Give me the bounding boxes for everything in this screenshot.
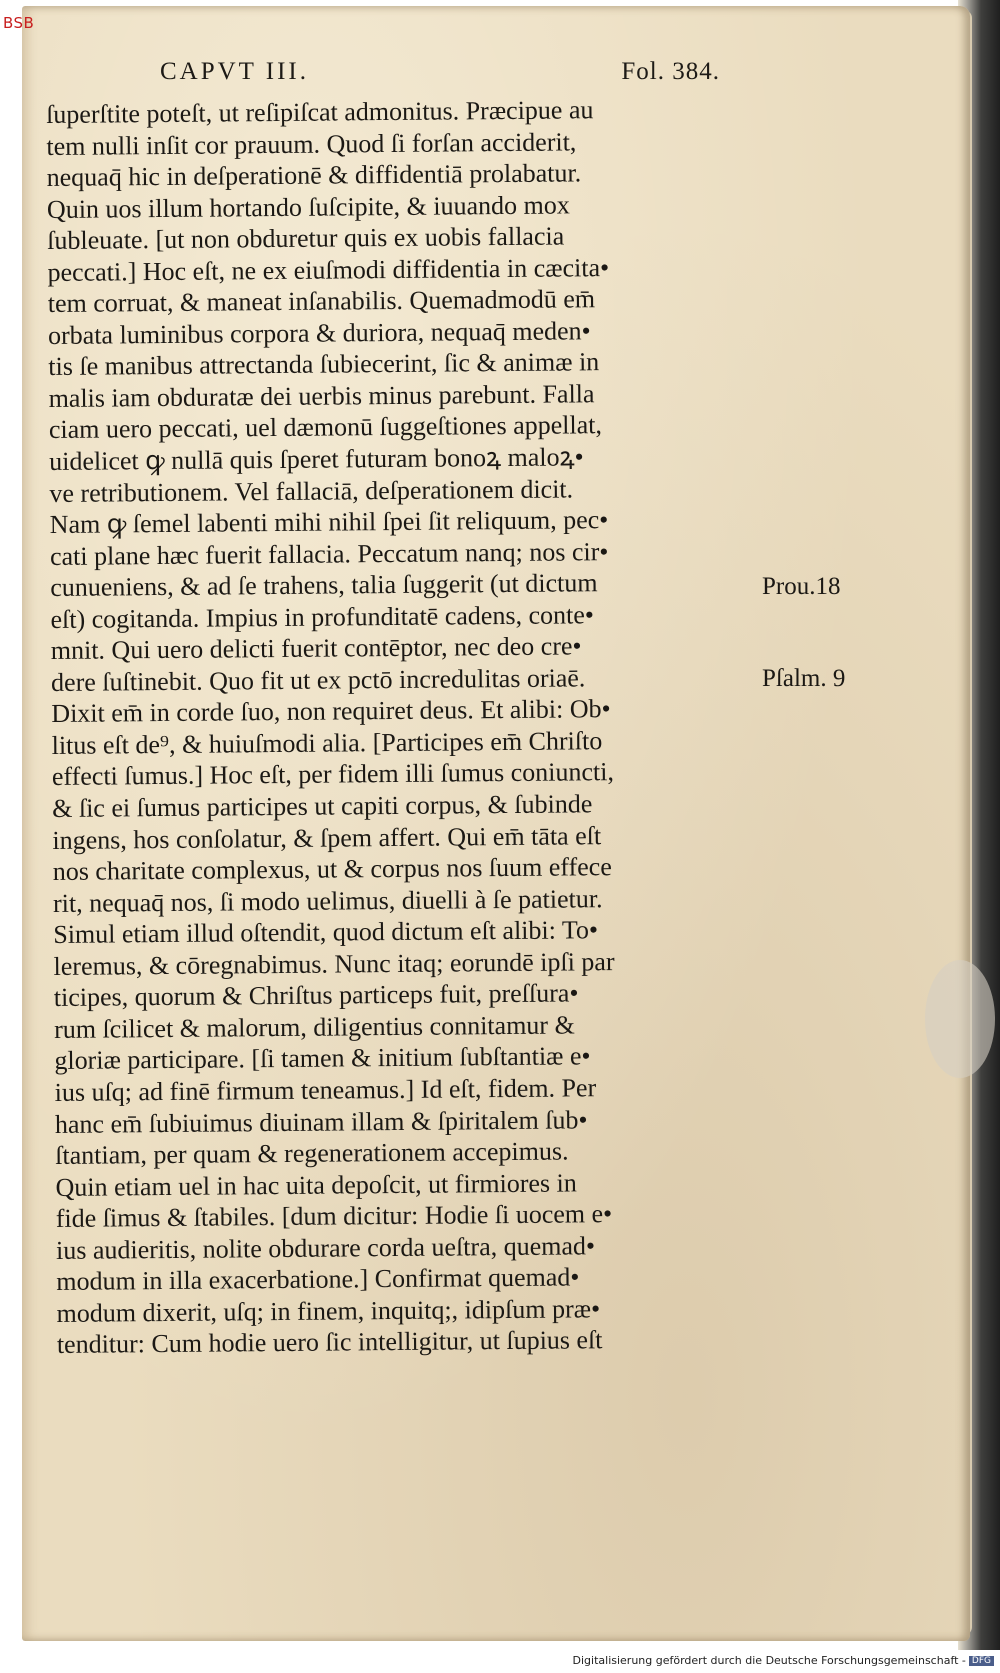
text-line: fide ſimus & ſtabiles. [dum dicitur: Hodie ſi uocem e• xyxy=(55,1199,613,1234)
text-line: gloriæ participare. [ſi tamen & initium ſubſtantiæ e• xyxy=(54,1041,591,1076)
text-line: ſubleuate. [ut non obduretur quis ex uobis fallacia xyxy=(47,221,565,256)
text-line: cunueniens, & ad ſe trahens, talia ſuggerit (ut dictum xyxy=(50,568,598,603)
text-line: mnit. Qui uero delicti fuerit contēptor, nec deo cre• xyxy=(50,631,582,666)
text-line: tenditur: Cum hodie uero ſic intelligitur, ut ſupius eſt xyxy=(56,1325,603,1360)
text-line: cati plane hæc fuerit fallacia. Peccatum nanq; nos cir• xyxy=(49,536,609,571)
text-line: ſuperſtite poteſt, ut reſipiſcat admonitus. Præcipue au xyxy=(46,95,594,129)
dfg-logo: DFG xyxy=(969,1656,994,1666)
text-line: tis ſe manibus attrectanda ſubiecerint, ſic & animæ in xyxy=(48,347,600,382)
bsb-logo: BSB xyxy=(3,14,35,32)
text-line: orbata luminibus corpora & duriora, nequaq̄ meden• xyxy=(47,316,591,350)
text-line: peccati.] Hoc eſt, ne ex eiuſmodi diffidentia in cæcita• xyxy=(47,252,610,287)
text-line: ſtantiam, per quam & regenerationem accepimus. xyxy=(55,1136,569,1171)
text-line: uidelicet ꝙ nullā quis ſperet futuram bonoꝝ maloꝝ• xyxy=(49,442,584,477)
text-line: Nam ꝙ ſemel labenti mihi nihil ſpei ſit reliquum, pec• xyxy=(49,505,609,540)
folio-number: Fol. 384. xyxy=(621,58,720,85)
text-line: ius uſq; ad finē firmum teneamus.] Id eſt, fidem. Per xyxy=(54,1073,597,1107)
text-line: Dixit em̄ in corde ſuo, non requiret deus. Et alibi: Ob• xyxy=(51,694,611,729)
text-line: ticipes, quorum & Chriſtus particeps fuit, preſſura• xyxy=(53,978,579,1013)
text-line: nos charitate complexus, ut & corpus nos ſuum effece xyxy=(52,852,612,887)
text-line: tem corruat, & maneat inſanabilis. Quemadmodū em̄ xyxy=(47,284,596,319)
text-line: leremus, & cōregnabimus. Nunc itaq; eorundē ipſi par xyxy=(53,946,615,981)
text-line: ve retributionem. Vel fallaciā, deſperationem dicit. xyxy=(49,473,574,508)
text-line: ciam uero peccati, uel dæmonū ſuggeſtiones appellat, xyxy=(48,410,603,445)
margin-note-proverbs: Prou.18 xyxy=(762,573,841,600)
margin-note-psalm: Pſalm. 9 xyxy=(762,665,846,692)
text-line: ingens, hos conſolatur, & ſpem affert. Qui em̄ tāta eſt xyxy=(52,820,602,855)
text-line: modum dixerit, uſq; in finem, inquitq;, idipſum præ• xyxy=(56,1293,601,1328)
text-line: nequaq̄ hic in deſperationē & diffidentiā prolabatur. xyxy=(46,158,582,193)
text-line: & ſic ei ſumus participes ut capiti corpus, & ſubinde xyxy=(52,789,593,824)
text-line: Simul etiam illud oſtendit, quod dictum eſt alibi: To• xyxy=(53,915,599,950)
footer-bar xyxy=(0,1650,1000,1673)
funding-text: Digitalisierung gefördert durch die Deutsche Forschungsgemeinschaft - xyxy=(572,1654,966,1667)
text-line: dere ſuſtinebit. Quo fit ut ex pctō incredulitas oriaē. xyxy=(50,663,586,697)
text-line: Quin etiam uel in hac uita depoſcit, ut firmiores in xyxy=(55,1168,577,1202)
text-line: litus eſt de⁹, & huiuſmodi alia. [Participes em̄ Chriſto xyxy=(51,726,603,760)
text-line: rum ſcilicet & malorum, diligentius connitamur & xyxy=(53,1010,575,1044)
body-text xyxy=(46,93,775,1361)
text-line: modum in illa exacerbatione.] Confirmat quemad• xyxy=(56,1262,580,1297)
chapter-title: CAPVT III. xyxy=(160,58,309,85)
text-line: tem nulli inſit cor prauum. Quod ſi forſan acciderit, xyxy=(46,126,577,161)
text-line: rit, nequaq̄ nos, ſi modo uelimus, diuelli à ſe patietur. xyxy=(52,883,603,918)
clip-tab xyxy=(925,960,995,1078)
text-line: effecti ſumus.] Hoc eſt, per fidem illi ſumus coniuncti, xyxy=(51,757,615,792)
text-line: malis iam obduratæ dei uerbis minus parebunt. Falla xyxy=(48,379,595,413)
text-line: eſt) cogitanda. Impius in profunditatē cadens, conte• xyxy=(50,599,595,634)
text-line: ius audieritis, nolite obdurare corda ueſtra, quemad• xyxy=(55,1230,596,1265)
text-line: hanc em̄ ſubiuimus diuinam illam & ſpiritalem ſub• xyxy=(54,1104,588,1139)
funding-note xyxy=(573,1654,994,1667)
text-line: Quin uos illum hortando ſuſcipite, & iuuando mox xyxy=(46,190,570,224)
